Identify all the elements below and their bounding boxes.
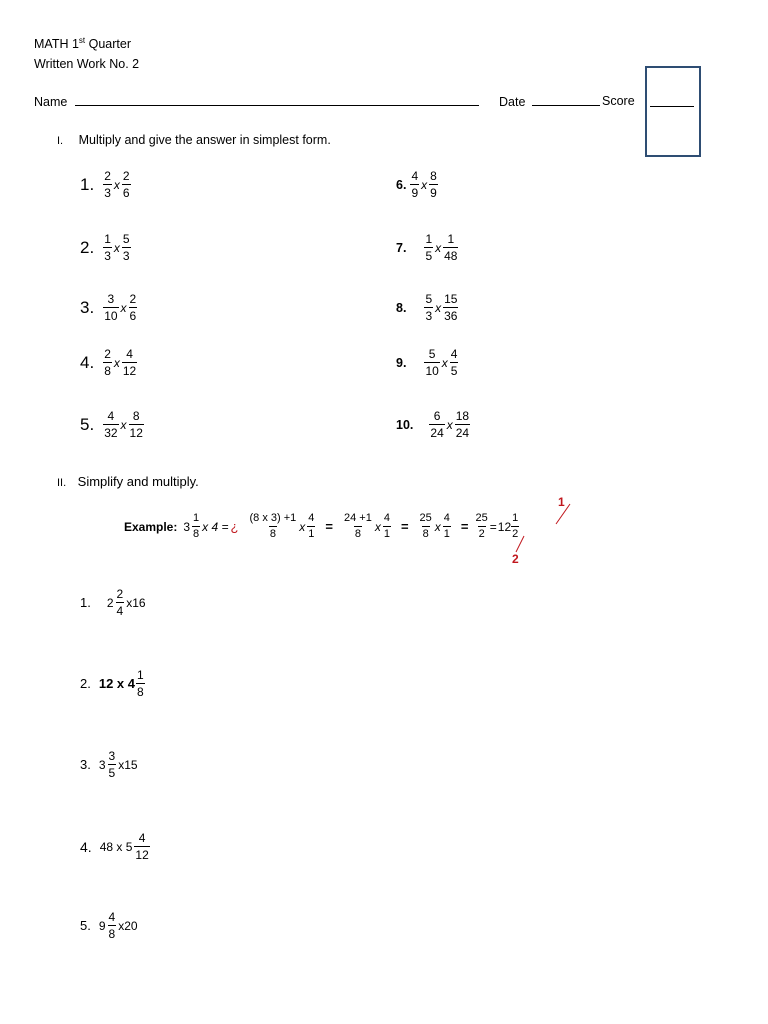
date-label: Date [499, 95, 526, 109]
score-label: Score [602, 94, 635, 108]
part1-problem-1: 1. $\frac{2}{3}$ x $\frac{2}{6}$ [80, 169, 130, 200]
part2-problem-2: 2. 12 x 4 $\frac{1}{8}$ [80, 668, 144, 699]
date-row [499, 94, 600, 109]
worksheet-subtitle: Written Work No. 2 [34, 57, 140, 71]
part2-problem-3: 3. 3 $\frac{3}{5}$ x15 [80, 749, 138, 780]
problem-number: 4. [80, 838, 92, 855]
part1-problem-9: 9. $\frac{5}{10}$ x $\frac{4}{5}$ [396, 347, 458, 378]
cancel-stroke-bottom [516, 536, 524, 552]
problem-number: 1. [80, 174, 95, 194]
part1-problem-3: 3. $\frac{3}{10}$ x $\frac{2}{6}$ [80, 292, 137, 323]
example-row: Example: 3 $\frac{1}{8}$ x 4 = ¿ $\frac{(8 x 3) +1}{8}$ x $\frac{4}{1}$ = $\frac{24 +1}{8}$ x $\frac{4}{1}$ = $\frac{25}{8}$ x $\frac{4}{1}$ = $\frac{25}{2}$ = 12 $\frac{1}{2}$ [124, 512, 519, 540]
problem-number: 2. [80, 676, 91, 691]
cancel-bottom-mark: 2 [512, 552, 519, 566]
part2-roman: II. [57, 477, 67, 489]
problem-number: 7. [396, 240, 407, 255]
part2-problem-5: 5. 9 $\frac{4}{8}$ x20 [80, 910, 138, 941]
problem-number: 8. [396, 300, 407, 315]
name-blank[interactable] [75, 94, 479, 106]
worksheet-title: MATH 1st Quarter [34, 35, 132, 51]
problem-number: 4. [80, 352, 95, 372]
part2-problem-4: 4. 48 x 5 $\frac{4}{12}$ [80, 831, 149, 862]
part1-problem-10: 10. $\frac{6}{24}$ x $\frac{18}{24}$ [396, 409, 470, 440]
part1-problem-6: 6. $\frac{4}{9}$ x $\frac{8}{9}$ [396, 169, 437, 200]
cancel-strokes [510, 500, 580, 556]
problem-number: 6. [396, 177, 407, 192]
problem-number: 10. [396, 417, 414, 432]
part1-problem-7: 7. $\frac{1}{5}$ x $\frac{1}{48}$ [396, 232, 458, 263]
example-label: Example: [124, 519, 178, 534]
part1-problem-4: 4. $\frac{2}{8}$ x $\frac{4}{12}$ [80, 347, 137, 378]
part1-problem-8: 8. $\frac{5}{3}$ x $\frac{15}{36}$ [396, 292, 458, 323]
problem-number: 3. [80, 297, 95, 317]
problem-number: 9. [396, 355, 407, 370]
score-box[interactable] [645, 66, 701, 157]
score-blank [650, 106, 694, 107]
part1-instruction: Multiply and give the answer in simplest form. [78, 133, 331, 147]
date-blank[interactable] [532, 94, 600, 106]
part1-roman: I. [57, 135, 64, 147]
part1-problem-5: 5. $\frac{4}{32}$ x $\frac{8}{12}$ [80, 409, 143, 440]
name-label: Name [34, 95, 68, 109]
problem-number: 3. [80, 757, 91, 772]
part1-problem-2: 2. $\frac{1}{3}$ x $\frac{5}{3}$ [80, 232, 130, 263]
part1-heading [57, 133, 331, 147]
name-row [34, 94, 479, 109]
part2-heading [57, 474, 199, 489]
problem-number: 1. [80, 595, 91, 610]
problem-number: 5. [80, 414, 95, 434]
red-mark: ¿ [230, 519, 239, 534]
cancel-stroke-top [556, 504, 570, 524]
part2-instruction: Simplify and multiply. [77, 474, 199, 489]
problem-number: 5. [80, 918, 91, 933]
part2-problem-1: 1. 2 $\frac{2}{4}$ x16 [80, 587, 146, 618]
cancel-top-mark: 1 [558, 495, 565, 509]
problem-number: 2. [80, 237, 95, 257]
